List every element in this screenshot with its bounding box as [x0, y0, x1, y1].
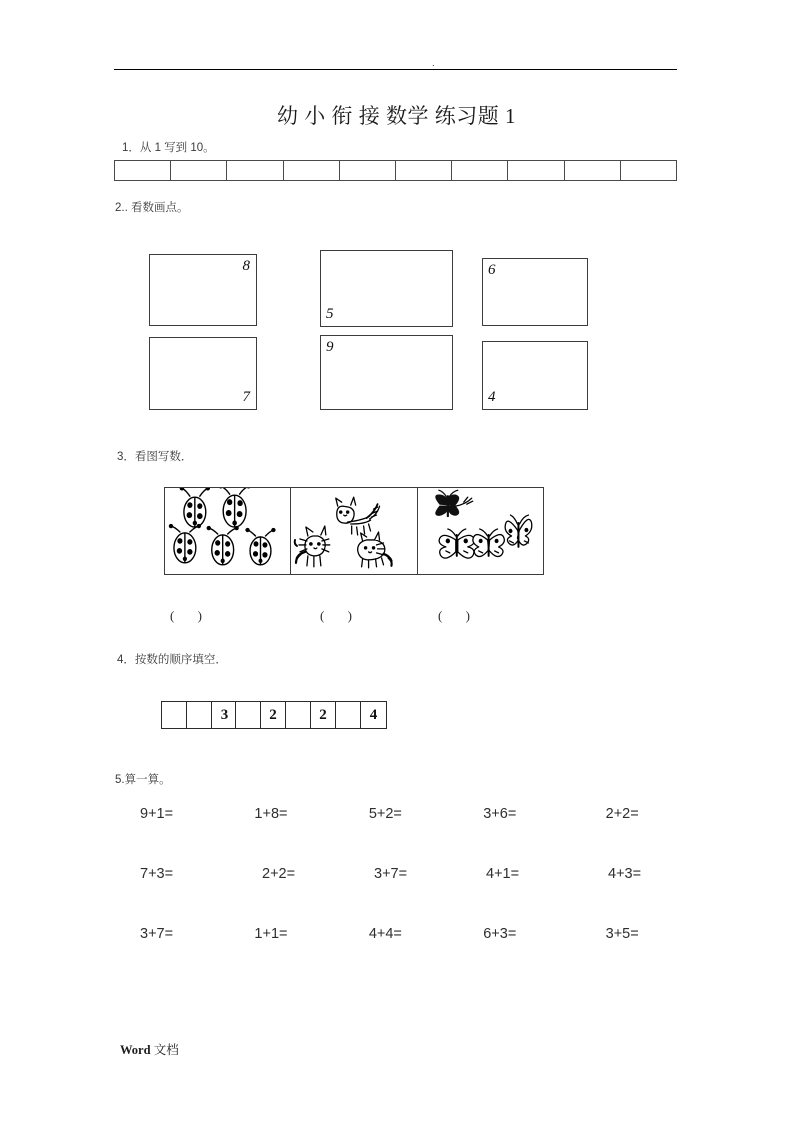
answer-parens-cat[interactable]: ( ) [320, 608, 362, 623]
math-problem[interactable]: 4+3= [608, 866, 642, 882]
butterfly-group-icon [418, 488, 543, 574]
math-problem[interactable]: 7+3= [140, 866, 174, 882]
math-row [118, 926, 698, 986]
write-cell[interactable] [508, 161, 564, 180]
sequence-cell[interactable]: 2 [261, 702, 286, 728]
math-problem[interactable]: 3+7= [374, 866, 408, 882]
sequence-cell[interactable] [336, 702, 361, 728]
sequence-cell[interactable] [236, 702, 261, 728]
answer-parens-butterfly[interactable]: ( ) [438, 608, 480, 623]
question-3-picture-strip [164, 487, 544, 575]
picture-cell-butterflies [418, 488, 543, 574]
dot-box-9[interactable] [320, 335, 453, 410]
question-4-heading: 4．按数的顺序填空． [117, 654, 227, 666]
dot-box-number: 8 [242, 258, 250, 274]
picture-cell-ladybugs [165, 488, 291, 574]
sequence-cell[interactable]: 2 [311, 702, 336, 728]
math-problem[interactable]: 4+4= [368, 926, 402, 942]
math-problem[interactable]: 3+7= [140, 926, 174, 942]
dot-box-number: 6 [488, 262, 496, 278]
dot-box-4[interactable] [482, 341, 588, 410]
math-row [118, 866, 698, 926]
sequence-cell[interactable]: 3 [220, 706, 229, 723]
sequence-cell[interactable] [162, 702, 187, 728]
math-problem[interactable]: 6+3= [483, 926, 517, 942]
math-row [118, 806, 698, 866]
question-5-problem-grid [118, 806, 698, 986]
sequence-cell[interactable] [187, 702, 212, 728]
header-rule [114, 69, 677, 70]
dot-box-number: 9 [326, 339, 334, 355]
write-cell[interactable] [284, 161, 340, 180]
dot-box-7[interactable] [149, 337, 257, 410]
sequence-group-1 [161, 701, 238, 729]
dot-box-5[interactable] [320, 250, 453, 327]
math-problem[interactable]: 1+8= [254, 806, 288, 822]
math-problem[interactable]: 4+1= [486, 866, 520, 882]
dot-box-8[interactable] [149, 254, 257, 326]
math-problem[interactable]: 9+1= [140, 806, 174, 822]
math-problem[interactable]: 5+2= [368, 806, 402, 822]
sequence-cell[interactable] [286, 702, 311, 728]
dot-box-number: 4 [488, 389, 496, 405]
answer-parens-ladybug[interactable]: ( ) [170, 608, 212, 623]
sequence-group-3 [310, 701, 387, 729]
sequence-group-2 [235, 701, 312, 729]
question-1-heading: 1．从 1 写到 10。 [122, 142, 215, 154]
sequence-cell[interactable]: 4 [369, 706, 378, 723]
write-cell[interactable] [340, 161, 396, 180]
write-cell[interactable] [227, 161, 283, 180]
write-cell[interactable] [621, 161, 676, 180]
write-cell[interactable] [115, 161, 171, 180]
math-problem[interactable]: 2+2= [605, 806, 639, 822]
write-cell[interactable] [452, 161, 508, 180]
write-cell[interactable] [565, 161, 621, 180]
picture-cell-cats [291, 488, 417, 574]
header-dot-mark: . [432, 58, 435, 68]
question-2-heading: 2.. 看数画点。 [115, 202, 189, 214]
write-cell[interactable] [396, 161, 452, 180]
footer [120, 1040, 179, 1058]
dot-box-number: 5 [326, 306, 334, 322]
math-problem[interactable]: 3+6= [483, 806, 517, 822]
question-1-write-row [114, 160, 677, 181]
question-5-heading: 5.算一算。 [115, 774, 171, 786]
dot-box-number: 7 [242, 389, 250, 405]
math-problem[interactable]: 1+1= [254, 926, 288, 942]
question-3-answer-row [0, 608, 793, 628]
dot-box-6[interactable] [482, 258, 588, 326]
math-problem[interactable]: 2+2= [262, 866, 296, 882]
footer-word-label: Word [120, 1043, 151, 1057]
math-problem[interactable]: 3+5= [605, 926, 639, 942]
cat-group-icon [291, 488, 416, 574]
page-title: 幼 小 衔 接 数学 练习题 1 [277, 104, 516, 128]
question-3-heading: 3．看图写数． [117, 451, 193, 463]
ladybug-group-icon [165, 488, 290, 574]
footer-doc-label: 文档 [153, 1043, 179, 1057]
write-cell[interactable] [171, 161, 227, 180]
